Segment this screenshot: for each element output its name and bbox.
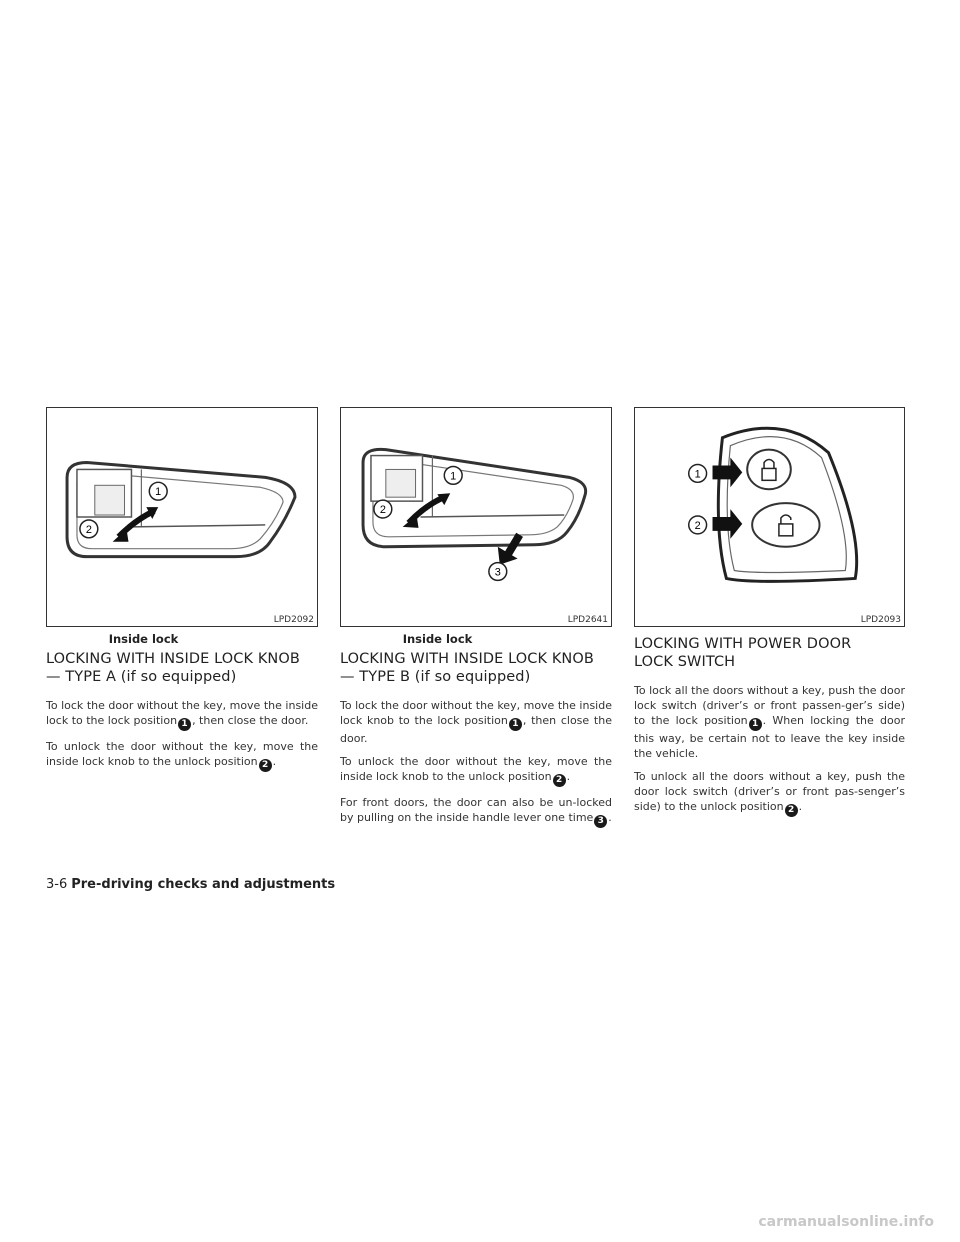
- circled-number: 2: [259, 759, 272, 772]
- figure-label-2: 2: [694, 519, 701, 532]
- circled-number: 3: [594, 815, 607, 828]
- lock-switch-illustration: [635, 408, 904, 626]
- page-footer: [46, 877, 335, 892]
- paragraph: To lock the door without the key, move the inside lock to the lock position 1 , then close the door.: [46, 699, 318, 729]
- page-number: 3-6: [46, 877, 68, 892]
- circled-number: 2: [553, 774, 566, 787]
- paragraph: To unlock the door without the key, move the inside lock knob to the unlock position 2 .: [46, 740, 318, 770]
- section-power-lock: [634, 407, 905, 825]
- figure-inside-lock-b: [340, 407, 612, 627]
- section-heading: LOCKING WITH POWER DOOR LOCK SWITCH: [634, 636, 852, 670]
- paragraph: To unlock all the doors without a key, push the door lock switch (driver’s or front pas-senger’s side) to the unlock position 2 .: [634, 770, 905, 815]
- paragraph: To unlock the door without the key, move the inside lock knob to the unlock position 2 .: [340, 755, 612, 785]
- paragraph: To lock all the doors without a key, push the door lock switch (driver’s or front passen-ger’s side) to the lock position 1 . When locking the door this way, be certain not to leave the key inside the vehicle.: [634, 684, 906, 760]
- circled-number: 2: [785, 804, 798, 817]
- door-handle-illustration: [47, 408, 317, 626]
- watermark: carmanualsonline.info: [758, 1214, 934, 1230]
- chapter-title: Pre-driving checks and adjustments: [71, 877, 336, 892]
- section-type-b: [340, 407, 612, 836]
- circled-number: 1: [178, 718, 191, 731]
- paragraph: To lock the door without the key, move the inside lock knob to the lock position 1 , then close the door.: [340, 699, 612, 745]
- figure-code: LPD2641: [567, 615, 608, 625]
- figure-inside-lock-a: [46, 407, 318, 627]
- door-handle-illustration: [341, 408, 611, 626]
- circled-number: 1: [509, 718, 522, 731]
- figure-label-2: 2: [85, 523, 92, 536]
- figure-label-1: 1: [450, 470, 457, 483]
- figure-label-1: 1: [694, 468, 701, 481]
- figure-label-3: 3: [494, 566, 501, 579]
- figure-power-door-lock: [634, 407, 905, 627]
- section-type-a: [46, 407, 318, 780]
- figure-code: LPD2093: [860, 615, 901, 625]
- circled-number: 1: [749, 718, 762, 731]
- paragraph: For front doors, the door can also be un-locked by pulling on the inside handle lever one time 3 .: [340, 796, 612, 826]
- figure-code: LPD2092: [273, 615, 314, 625]
- figure-label-2: 2: [379, 504, 386, 517]
- figure-caption: Inside lock: [402, 632, 473, 646]
- section-heading: LOCKING WITH INSIDE LOCK KNOB — TYPE B (if so equipped): [340, 651, 594, 685]
- section-heading: LOCKING WITH INSIDE LOCK KNOB — TYPE A (if so equipped): [46, 651, 300, 685]
- figure-caption: Inside lock: [108, 632, 179, 646]
- figure-label-1: 1: [155, 486, 162, 499]
